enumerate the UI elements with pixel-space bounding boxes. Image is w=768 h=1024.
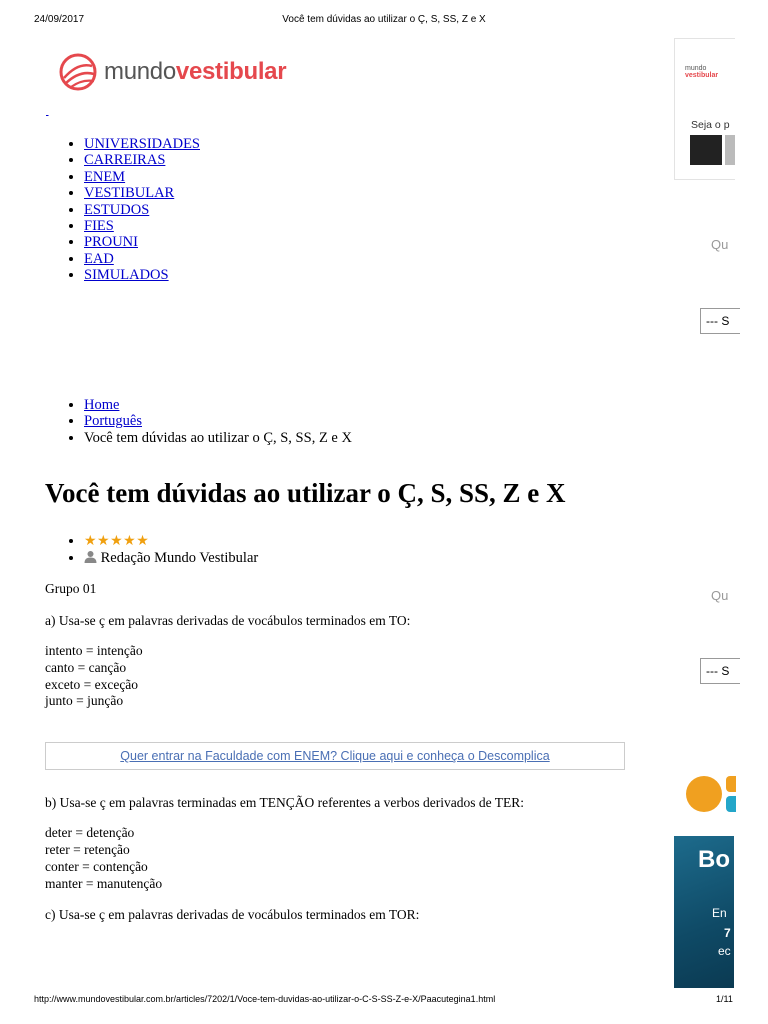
example-a-4: junto = junção xyxy=(45,693,124,708)
example-b-1: deter = detenção xyxy=(45,825,135,840)
nav-prouni-link[interactable]: PROUNI xyxy=(84,234,138,251)
sidebar-thumbnail[interactable] xyxy=(690,135,722,165)
example-a-1: intento = intenção xyxy=(45,643,143,658)
main-nav xyxy=(46,136,200,284)
example-b-3: conter = contenção xyxy=(45,859,148,874)
sidebar-question-2: Qu xyxy=(711,588,729,603)
sidebar-seja-text: Seja o p xyxy=(691,119,730,131)
example-b-4: manter = manutenção xyxy=(45,876,163,891)
promo-box xyxy=(45,742,625,770)
print-title: Você tem dúvidas ao utilizar o Ç, S, SS, Z e X xyxy=(282,14,486,25)
promo-link[interactable]: Quer entrar na Faculdade com ENEM? Clique aqui e conheça o Descomplica xyxy=(120,749,550,763)
sidebar-promo-card[interactable] xyxy=(674,38,735,180)
nav-item[interactable] xyxy=(84,169,200,185)
nav-item[interactable] xyxy=(84,267,200,283)
sidebar-thumbnail[interactable] xyxy=(725,135,735,165)
nav-ead-link[interactable]: EAD xyxy=(84,250,114,267)
ad-headline: Bo xyxy=(698,846,730,873)
nav-vestibular-link[interactable]: VESTIBULAR xyxy=(84,185,175,202)
logo-text: mundovestibular xyxy=(104,58,287,85)
ad-line: 7 xyxy=(724,926,731,940)
sidebar-ad-banner[interactable] xyxy=(674,836,734,988)
nav-item[interactable] xyxy=(84,202,200,218)
sidebar-select-2[interactable]: --- S xyxy=(700,658,740,684)
example-a-2: canto = canção xyxy=(45,660,127,675)
article-title: Você tem dúvidas ao utilizar o Ç, S, SS, Z e X xyxy=(45,478,566,508)
sidebar-select-1[interactable]: --- S xyxy=(700,308,740,334)
nav-item[interactable] xyxy=(84,234,200,250)
nav-fies-link[interactable]: FIES xyxy=(84,218,114,235)
descomplica-logo-icon[interactable] xyxy=(686,776,722,812)
nav-item[interactable] xyxy=(84,185,200,201)
print-url: http://www.mundovestibular.com.br/articles/7202/1/Voce-tem-duvidas-ao-utilizar-o-C-S-SS-Z-e-X/Paacutegina1.html xyxy=(34,994,496,1004)
ad-line: En xyxy=(712,906,727,920)
nav-item[interactable] xyxy=(84,218,200,234)
nav-item[interactable] xyxy=(84,152,200,168)
breadcrumb-portugues-link[interactable]: Português xyxy=(84,413,142,430)
nav-estudos-link[interactable]: ESTUDOS xyxy=(84,201,150,218)
sidebar-logo: mundo vestibular xyxy=(685,65,719,79)
author-name: Redação Mundo Vestibular xyxy=(100,550,259,567)
nav-carreiras-link[interactable]: CARREIRAS xyxy=(84,152,166,169)
example-b-2: reter = retenção xyxy=(45,842,130,857)
breadcrumb xyxy=(46,397,352,446)
group-heading: Grupo 01 xyxy=(45,581,97,596)
breadcrumb-home-link[interactable]: Home xyxy=(84,397,120,413)
rule-a: a) Usa-se ç em palavras derivadas de vocábulos terminados em TO: xyxy=(45,613,411,628)
breadcrumb-current: • Você tem dúvidas ao utilizar o Ç, S, SS, Z e X xyxy=(84,430,352,446)
rating-stars[interactable]: ★★★★★ xyxy=(84,534,150,549)
logo-fragment xyxy=(726,796,736,812)
nav-simulados-link[interactable]: SIMULADOS xyxy=(84,267,169,284)
print-page-number: 1/11 xyxy=(716,994,733,1004)
ad-line: ec xyxy=(718,944,731,958)
nav-item[interactable] xyxy=(84,136,200,152)
breadcrumb-item[interactable] xyxy=(84,397,352,413)
nav-item[interactable] xyxy=(84,251,200,267)
rule-b: b) Usa-se ç em palavras terminadas em TENÇÃO referentes a verbos derivados de TER: xyxy=(45,795,524,810)
nav-universidades-link[interactable]: UNIVERSIDADES xyxy=(84,136,200,152)
nav-enem-link[interactable]: ENEM xyxy=(84,168,126,185)
logo-fragment xyxy=(726,776,736,792)
article-meta xyxy=(46,533,258,567)
example-a-3: exceto = exceção xyxy=(45,677,139,692)
author-item xyxy=(84,550,258,566)
globe-logo-icon xyxy=(58,52,98,92)
skip-link[interactable] xyxy=(46,106,49,117)
sidebar-question-1: Qu xyxy=(711,237,729,252)
site-logo[interactable] xyxy=(58,52,286,92)
rating-item[interactable] xyxy=(84,533,258,550)
print-date: 24/09/2017 xyxy=(34,14,85,25)
breadcrumb-item[interactable] xyxy=(84,413,352,429)
user-icon xyxy=(84,550,97,563)
rule-c: c) Usa-se ç em palavras derivadas de vocábulos terminados em TOR: xyxy=(45,907,420,922)
